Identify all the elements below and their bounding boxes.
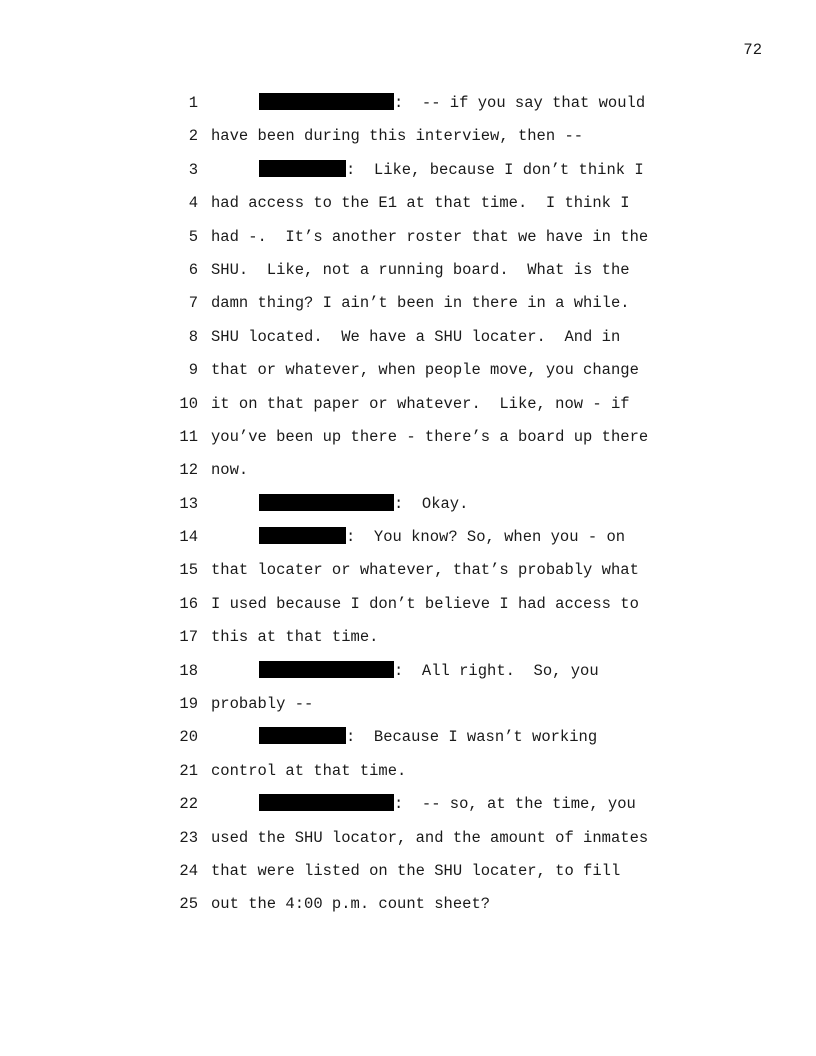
- transcript-line: [0, 826, 816, 859]
- line-number: 14: [179, 528, 198, 547]
- continuation-line: [211, 325, 620, 349]
- redacted-speaker-name: [259, 93, 394, 110]
- line-text: damn thing? I ain’t been in there in a while.: [211, 294, 630, 313]
- transcript-line: [0, 392, 816, 425]
- line-number: 16: [179, 594, 198, 613]
- transcript-line: [0, 525, 816, 558]
- continuation-line: [211, 759, 406, 783]
- redacted-speaker-name: [259, 794, 394, 811]
- line-text: this at that time.: [211, 628, 379, 647]
- transcript-line: [0, 692, 816, 725]
- line-number: 6: [188, 260, 198, 279]
- redacted-speaker-name: [259, 727, 346, 744]
- line-text: used the SHU locator, and the amount of inmates: [211, 828, 649, 847]
- transcript-line: [0, 158, 816, 191]
- line-number: 8: [188, 327, 198, 346]
- speaker-line: [259, 158, 644, 182]
- line-number: 24: [179, 861, 198, 880]
- line-text: now.: [211, 461, 249, 480]
- line-text: had access to the E1 at that time. I think I: [211, 194, 630, 213]
- line-number: 20: [179, 728, 198, 747]
- line-text: control at that time.: [211, 761, 407, 780]
- continuation-line: [211, 892, 490, 916]
- transcript-line: [0, 859, 816, 892]
- speaker-line: [259, 91, 645, 115]
- line-text: that or whatever, when people move, you change: [211, 361, 639, 380]
- speaker-line: [259, 492, 468, 516]
- transcript-line: [0, 725, 816, 758]
- transcript-line: [0, 91, 816, 124]
- line-number: 13: [179, 494, 198, 513]
- transcript-line: [0, 892, 816, 925]
- continuation-line: [211, 191, 630, 215]
- continuation-line: [211, 225, 648, 249]
- line-number: 12: [179, 461, 198, 480]
- transcript-line: [0, 325, 816, 358]
- continuation-line: [211, 859, 620, 883]
- transcript-line: [0, 492, 816, 525]
- line-number: 22: [179, 795, 198, 814]
- continuation-line: [211, 558, 639, 582]
- transcript-line: [0, 291, 816, 324]
- redacted-speaker-name: [259, 527, 346, 544]
- line-number: 18: [179, 661, 198, 680]
- transcript-line: [0, 659, 816, 692]
- line-number: 15: [179, 561, 198, 580]
- line-number: 4: [188, 194, 198, 213]
- continuation-line: [211, 625, 378, 649]
- transcript-line: [0, 458, 816, 491]
- transcript-line: [0, 425, 816, 458]
- transcript-line: [0, 759, 816, 792]
- line-number: 23: [179, 828, 198, 847]
- line-text: out the 4:00 p.m. count sheet?: [211, 895, 491, 914]
- line-text: had -. It’s another roster that we have in the: [211, 227, 649, 246]
- speaker-line: [259, 725, 597, 749]
- line-text: you’ve been up there - there’s a board up there: [211, 427, 649, 446]
- transcript-line: [0, 592, 816, 625]
- continuation-line: [211, 592, 639, 616]
- line-number: 5: [188, 227, 198, 246]
- redacted-speaker-name: [259, 661, 394, 678]
- line-number: 9: [188, 361, 198, 380]
- continuation-line: [211, 692, 313, 716]
- line-number: 7: [188, 294, 198, 313]
- line-number: 3: [188, 160, 198, 179]
- line-number: 21: [179, 761, 198, 780]
- line-text: probably --: [211, 695, 314, 714]
- transcript-line: [0, 124, 816, 157]
- transcript-line: [0, 191, 816, 224]
- line-text: that locater or whatever, that’s probably what: [211, 561, 639, 580]
- line-text: : Because I wasn’t working: [346, 728, 598, 747]
- continuation-line: [211, 458, 248, 482]
- page-number: 72: [743, 41, 762, 59]
- line-text: SHU. Like, not a running board. What is the: [211, 260, 630, 279]
- redacted-speaker-name: [259, 494, 394, 511]
- transcript-body: [0, 91, 816, 926]
- transcript-line: [0, 625, 816, 658]
- line-text: : All right. So, you: [394, 661, 599, 680]
- line-number: 2: [188, 127, 198, 146]
- transcript-line: [0, 358, 816, 391]
- continuation-line: [211, 291, 630, 315]
- line-text: have been during this interview, then --: [211, 127, 584, 146]
- line-text: : Okay.: [394, 494, 469, 513]
- continuation-line: [211, 826, 648, 850]
- line-number: 17: [179, 628, 198, 647]
- continuation-line: [211, 392, 630, 416]
- continuation-line: [211, 258, 630, 282]
- speaker-line: [259, 792, 636, 816]
- continuation-line: [211, 124, 583, 148]
- transcript-line: [0, 258, 816, 291]
- line-text: : -- if you say that would: [394, 94, 646, 112]
- line-number: 1: [188, 94, 198, 112]
- speaker-line: [259, 659, 599, 683]
- redacted-speaker-name: [259, 160, 346, 177]
- line-number: 25: [179, 895, 198, 914]
- speaker-line: [259, 525, 625, 549]
- line-text: it on that paper or whatever. Like, now - if: [211, 394, 630, 413]
- line-text: that were listed on the SHU locater, to fill: [211, 861, 621, 880]
- transcript-line: [0, 792, 816, 825]
- continuation-line: [211, 358, 639, 382]
- line-text: : Like, because I don’t think I: [346, 160, 644, 179]
- line-text: : -- so, at the time, you: [394, 795, 636, 814]
- line-number: 11: [179, 427, 198, 446]
- transcript-line: [0, 558, 816, 591]
- transcript-line: [0, 225, 816, 258]
- line-number: 19: [179, 695, 198, 714]
- line-number: 10: [179, 394, 198, 413]
- continuation-line: [211, 425, 648, 449]
- line-text: SHU located. We have a SHU locater. And in: [211, 327, 621, 346]
- line-text: : You know? So, when you - on: [346, 528, 626, 547]
- line-text: I used because I don’t believe I had access to: [211, 594, 639, 613]
